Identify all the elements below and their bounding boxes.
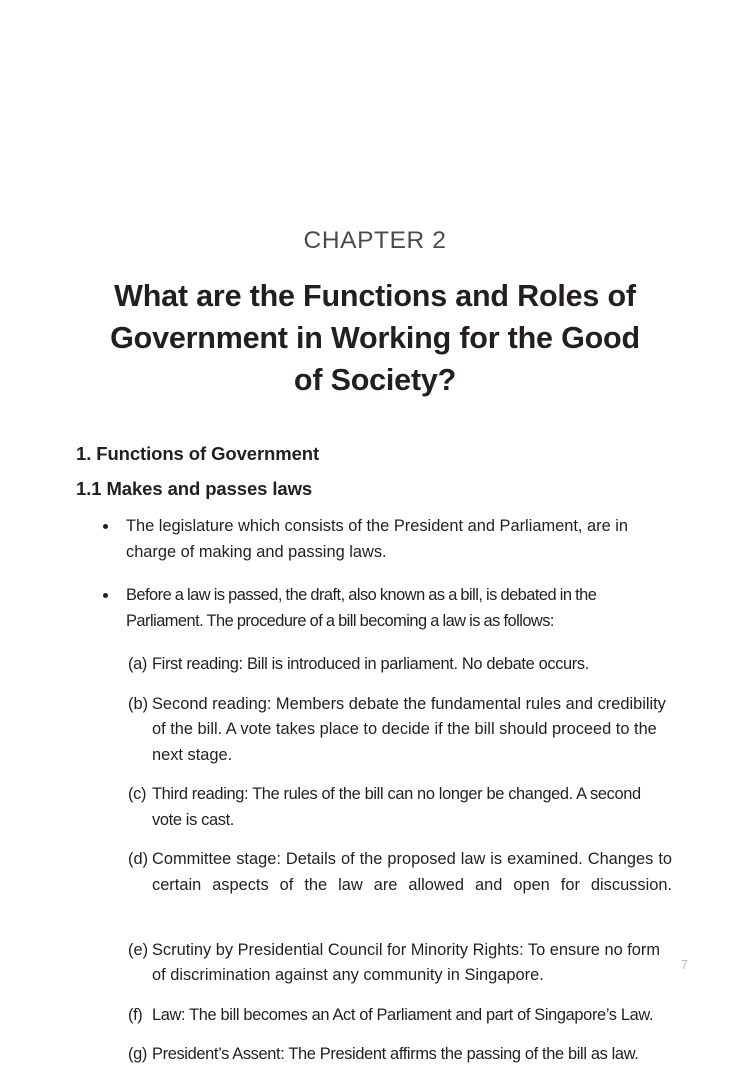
page-title-line-1: What are the Functions and Roles of: [114, 279, 636, 313]
bullet-list: [0, 514, 750, 634]
list-item-label: (d): [128, 850, 149, 868]
list-item-text: Law: The bill becomes an Act of Parliament and part of Singapore’s Law.: [152, 1005, 654, 1024]
list-item: [0, 692, 750, 769]
list-item-label: (b): [128, 694, 149, 713]
list-item-label: (e): [128, 940, 149, 959]
page-title-line-2: Government in Working for the Good: [110, 321, 640, 355]
page-title: [101, 275, 649, 401]
list-item-text: Scrutiny by Presidential Council for Minority Rights: To ensure no form of discrimination against any community in Singapore.: [152, 940, 661, 984]
procedure-steps-list: [0, 652, 750, 1068]
list-item-text: Before a law is passed, the draft, also known as a bill, is debated in the Parliament. The procedure of a bill becoming a law is as follows:: [126, 586, 597, 630]
list-item-text: Third reading: The rules of the bill can no longer be changed. A second vote is cast.: [152, 785, 641, 829]
section-heading-functions-of-government: 1. Functions of Government: [76, 443, 320, 464]
list-item-text: First reading: Bill is introduced in parliament. No debate occurs.: [152, 655, 589, 673]
list-item: [0, 782, 750, 833]
list-item-label: (a): [128, 655, 147, 673]
list-item-text: Second reading: Members debate the fundamental rules and credibility of the bill. A vote takes place to decide if the bill should proceed to the next stage.: [152, 694, 666, 764]
list-item: [0, 1003, 750, 1029]
bullet-dot-icon: [103, 593, 108, 598]
list-item: [0, 847, 750, 924]
page-title-line-3: of Society?: [293, 363, 457, 397]
section-heading-makes-and-passes-laws: 1.1 Makes and passes laws: [76, 478, 313, 499]
list-item-text: Committee stage: Details of the proposed law is examined. Changes to certain aspects of the law are allowed and open for discussion.: [152, 850, 672, 894]
list-item: [0, 514, 750, 565]
page-number: 7: [680, 957, 688, 972]
body-content: [0, 514, 750, 1082]
list-item-label: (g): [128, 1045, 147, 1063]
list-item: [0, 583, 750, 634]
list-item-text: The legislature which consists of the President and Parliament, are in charge of making and passing laws.: [126, 517, 628, 561]
list-item: [0, 652, 750, 678]
list-item-label: (f): [128, 1005, 143, 1024]
list-item-text: President’s Assent: The President affirms the passing of the bill as law.: [152, 1045, 639, 1063]
bullet-dot-icon: [103, 524, 108, 529]
list-item: [0, 1042, 750, 1068]
chapter-label: CHAPTER 2: [303, 227, 447, 254]
list-item-label: (c): [128, 785, 147, 803]
